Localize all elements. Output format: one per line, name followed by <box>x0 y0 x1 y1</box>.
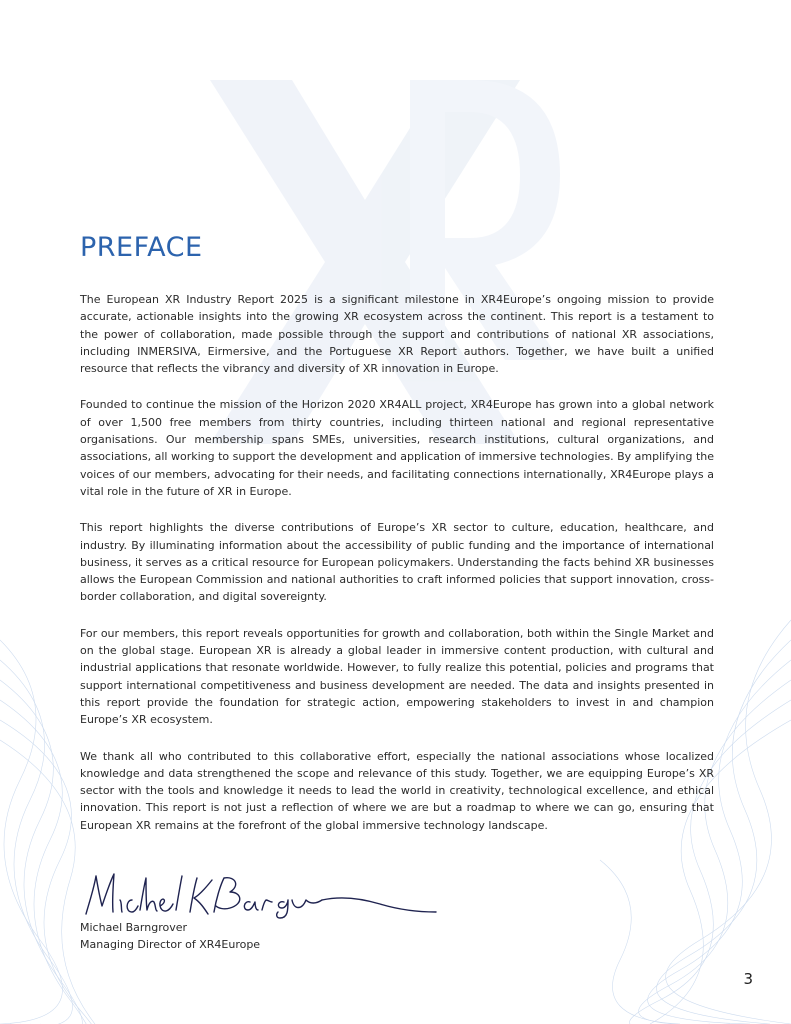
paragraph: Founded to continue the mission of the Horizon 2020 XR4ALL project, XR4Europe has grown into a global network of over 1,500 free members from thirty countries, including thirteen national and regional representative organisations. Our membership spans SMEs, universities, research institutions, cultural organizations, and associations, all working to support the development and application of immersive technologies. By amplifying the voices of our members, advocating for their needs, and facilitating connections internationally, XR4Europe plays a vital role in the future of XR in Europe. <box>80 398 714 498</box>
page-title: PREFACE <box>80 232 203 263</box>
paragraph: For our members, this report reveals opportunities for growth and collaboration, both within the Single Market and on the global stage. European XR is already a global leader in immersive content production, with cultural and industrial applications that resonate worldwide. However, to fully realize this potential, policies and programs that support international competitiveness and business development are needed. The data and insights presented in this report provide the foundation for strategic action, empowering stakeholders to invest in and champion Europe’s XR ecosystem. <box>80 626 714 727</box>
signer-title: Managing Director of XR4Europe <box>80 938 261 951</box>
signer-name: Michael Barngrover <box>80 921 188 934</box>
paragraph: We thank all who contributed to this collaborative effort, especially the national associations whose localized knowledge and data strengthened the scope and relevance of this study. Together, we are equipping Europe’s XR sector with the tools and knowledge it needs to lead the world in creativity, technological excellence, and ethical innovation. This report is not just a reflection of where we are but a roadmap to where we can go, ensuring that European XR remains at the forefront of the global immersive technology landscape. <box>80 749 714 832</box>
paragraph: The European XR Industry Report 2025 is a significant milestone in XR4Europe’s ongoing mission to provide accurate, actionable insights into the growing XR ecosystem across the continent. This report is a testament to the power of collaboration, made possible through the support and contributions of national XR associations, including INMERSIVA, Eirmersive, and the Portuguese XR Report authors. Together, we have built a unified resource that reflects the vibrancy and diversity of XR innovation in Europe. <box>80 293 714 376</box>
preface-body <box>80 291 714 853</box>
paragraph: This report highlights the diverse contributions of Europe’s XR sector to culture, education, healthcare, and industry. By illuminating information about the accessibility of public funding and the importance of international business, it serves as a critical resource for European policymakers. Understanding the facts behind XR businesses allows the European Commission and national authorities to craft informed policies that support innovation, cross-border collaboration, and digital sovereignty. <box>80 521 714 604</box>
signature-image <box>80 870 440 920</box>
page-number: 3 <box>743 970 753 988</box>
